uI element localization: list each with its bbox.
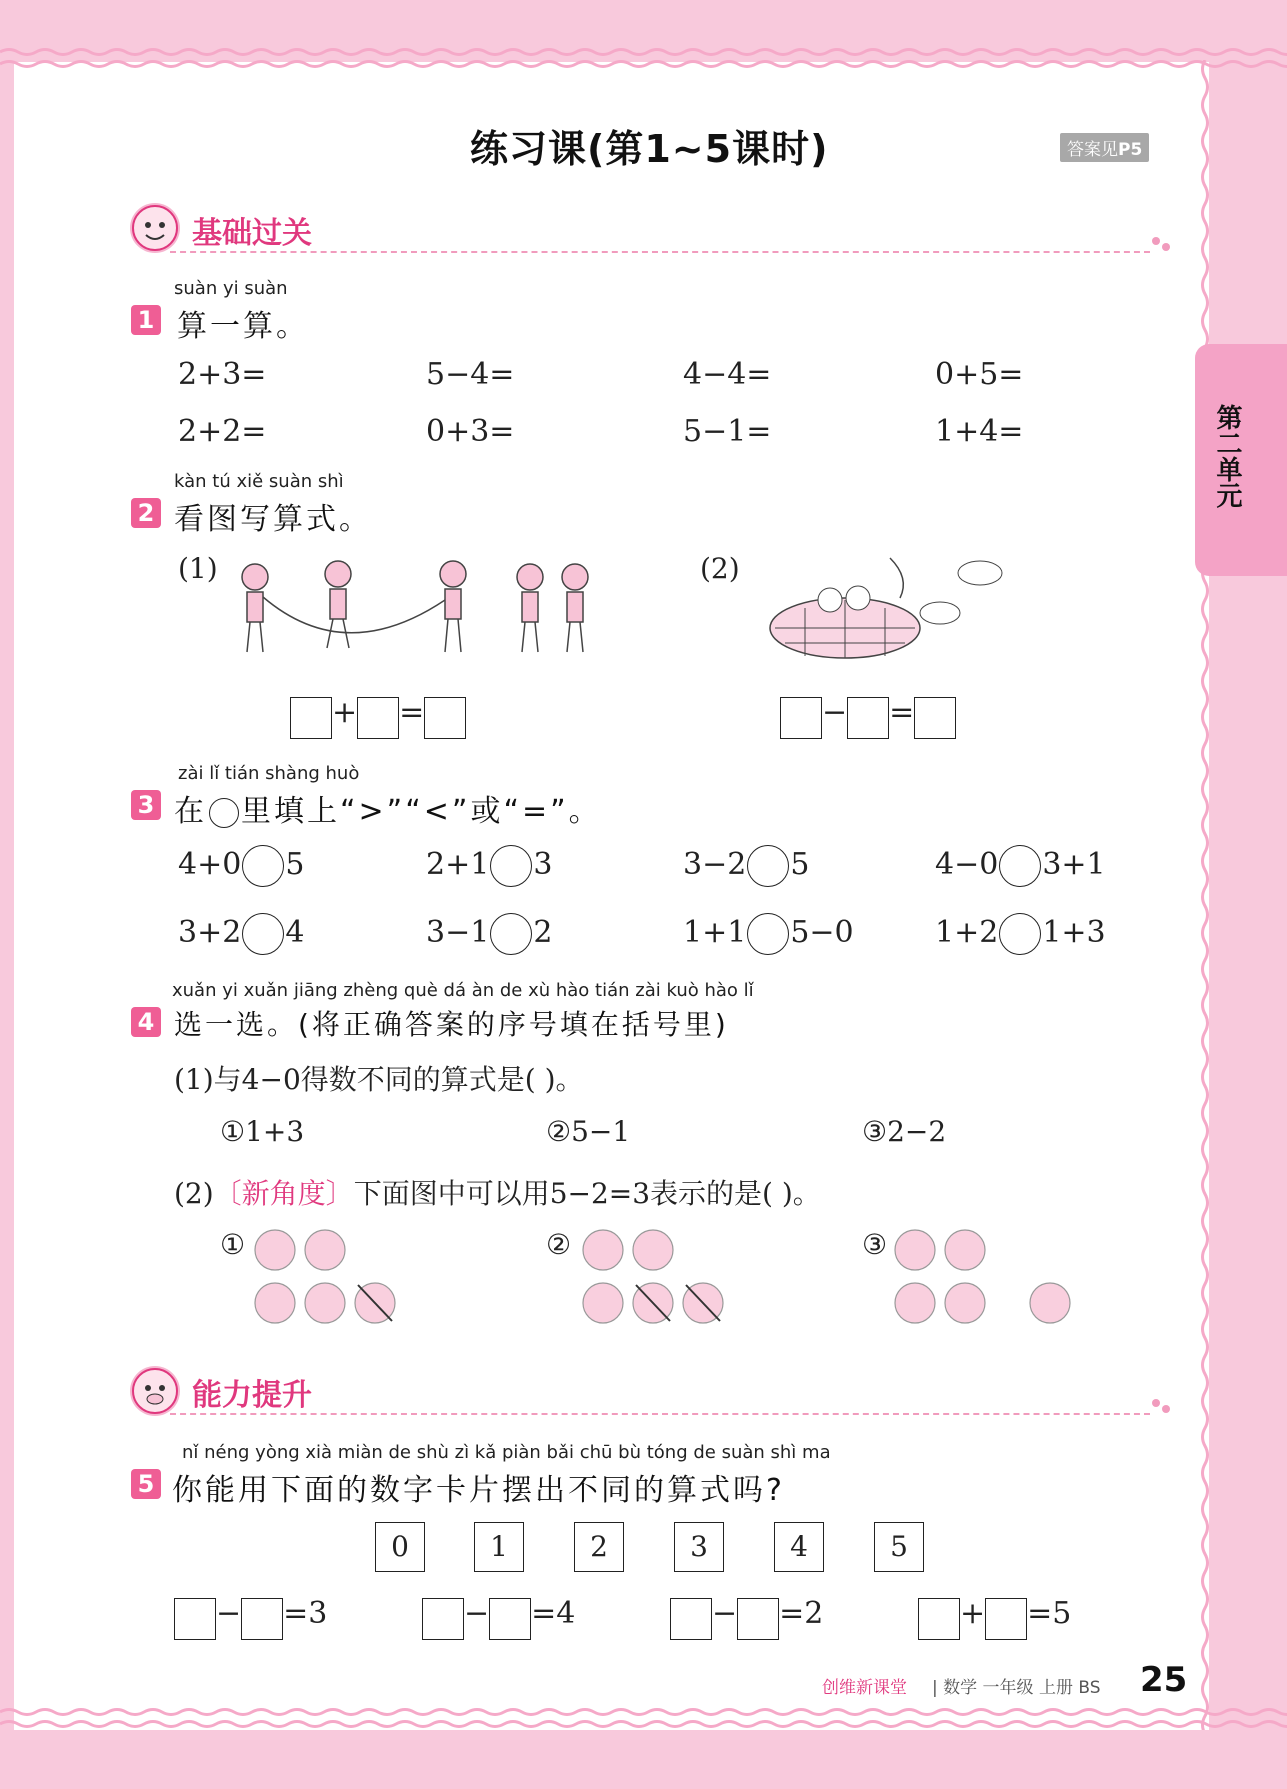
answer-box[interactable]: [422, 1598, 464, 1640]
new-angle-tag: 〔新角度〕: [213, 1177, 354, 1210]
section-dot: [1162, 1405, 1170, 1413]
q2-eq2: [780, 695, 956, 739]
answer-box[interactable]: [489, 1598, 531, 1640]
q5-pinyin: nǐ néng yòng xià miàn de shù zì kǎ piàn bǎi chū bù tóng de suàn shì ma: [182, 1442, 831, 1463]
answer-box[interactable]: [918, 1598, 960, 1640]
q3-compare: 3+2 4: [178, 913, 304, 955]
q5-equation: − =2: [670, 1596, 823, 1640]
answer-box[interactable]: [174, 1598, 216, 1640]
compare-circle[interactable]: [490, 913, 532, 955]
q1-expr: 2+3=: [178, 357, 267, 392]
q1-expr: 5−4=: [426, 357, 515, 392]
equals-sign: =: [399, 695, 425, 730]
peach-group-3-icon: [890, 1225, 1080, 1335]
q4-number: 4: [131, 1007, 161, 1037]
q3-compare: 3−2 5: [683, 845, 809, 887]
q4-option[interactable]: ③2−2: [862, 1115, 947, 1148]
q1-expr: 0+5=: [935, 357, 1024, 392]
children-jump-rope-illustration: [235, 552, 605, 662]
q4-option[interactable]: ②5−1: [546, 1115, 631, 1148]
q3-pinyin: zài lǐ tián shàng huò: [178, 763, 360, 784]
footer-subject: | 数学 一年级 上册 BS: [932, 1678, 1101, 1698]
q1-number: 1: [131, 305, 161, 335]
q2-part2-label: (2): [700, 552, 740, 585]
section-dot: [1152, 237, 1160, 245]
q4-title: 选一选。(将正确答案的序号填在括号里): [174, 1008, 729, 1041]
q4-sub2: (2)〔新角度〕下面图中可以用5−2=3表示的是( )。: [174, 1177, 821, 1210]
section-divider: [170, 1413, 1150, 1415]
number-card[interactable]: 5: [874, 1522, 924, 1572]
answer-box[interactable]: [914, 697, 956, 739]
peach-group-2-icon: [578, 1225, 738, 1335]
q2-pinyin: kàn tú xiě suàn shì: [174, 471, 344, 492]
q2-title: 看图写算式。: [174, 502, 372, 537]
top-wave-border: [0, 40, 1287, 80]
answer-box[interactable]: [290, 697, 332, 739]
answer-box[interactable]: [737, 1598, 779, 1640]
right-wave-border: [1190, 60, 1220, 1730]
q1-title: 算一算。: [177, 309, 309, 344]
answer-box[interactable]: [241, 1598, 283, 1640]
plus-sign: +: [332, 695, 358, 730]
answer-box[interactable]: [424, 697, 466, 739]
q2-part1-label: (1): [178, 552, 218, 585]
section-dot: [1162, 243, 1170, 251]
q5-number: 5: [131, 1469, 161, 1499]
answer-reference-badge: 答案见P5: [1060, 133, 1149, 162]
compare-circle[interactable]: [747, 845, 789, 887]
number-card[interactable]: 3: [674, 1522, 724, 1572]
q5-equation: − =3: [174, 1596, 327, 1640]
q3-compare: 1+1 5−0: [683, 913, 854, 955]
cartoon-monkey-icon: [130, 1366, 180, 1416]
page-number: 25: [1140, 1660, 1188, 1700]
compare-circle[interactable]: [242, 913, 284, 955]
q2-eq1: [290, 695, 466, 739]
page-title: 练习课(第1~5课时): [470, 127, 829, 171]
bird-nest-illustration: [760, 548, 1020, 678]
q1-expr: 1+4=: [935, 414, 1024, 449]
compare-circle[interactable]: [999, 845, 1041, 887]
section-dot: [1152, 1399, 1160, 1407]
q3-compare: 4+0 5: [178, 845, 304, 887]
footer-brand: 创维新课堂: [822, 1678, 907, 1698]
number-card[interactable]: 2: [574, 1522, 624, 1572]
answer-box[interactable]: [780, 697, 822, 739]
q3-compare: 3−1 2: [426, 913, 552, 955]
number-card[interactable]: 0: [375, 1522, 425, 1572]
cartoon-face-icon: [130, 203, 180, 253]
compare-circle[interactable]: [490, 845, 532, 887]
q3-compare: 2+1 3: [426, 845, 552, 887]
q3-compare: 4−0 3+1: [935, 845, 1106, 887]
q4-sub1: (1)与4−0得数不同的算式是( )。: [174, 1063, 584, 1096]
q3-compare: 1+2 1+3: [935, 913, 1106, 955]
section-title-advanced: 能力提升: [192, 1378, 312, 1413]
answer-box[interactable]: [985, 1598, 1027, 1640]
answer-box[interactable]: [357, 697, 399, 739]
compare-circle[interactable]: [242, 845, 284, 887]
q5-equation: + =5: [918, 1596, 1071, 1640]
q1-expr: 5−1=: [683, 414, 772, 449]
q1-expr: 4−4=: [683, 357, 772, 392]
q4-option[interactable]: ①1+3: [220, 1115, 305, 1148]
compare-circle[interactable]: [747, 913, 789, 955]
circle-symbol: [209, 798, 239, 828]
section-title-basic: 基础过关: [192, 216, 312, 251]
bottom-wave-border: [0, 1700, 1287, 1740]
q3-title: 在 里填上“>”“<”或“=”。: [174, 794, 602, 829]
q4-pic-option[interactable]: ②: [546, 1228, 572, 1261]
q3-number: 3: [131, 790, 161, 820]
q5-equation: − =4: [422, 1596, 575, 1640]
q1-expr: 2+2=: [178, 414, 267, 449]
equals-sign: =: [889, 695, 915, 730]
q2-number: 2: [131, 498, 161, 528]
unit-side-label: 第二单元: [1212, 404, 1242, 508]
number-card[interactable]: 4: [774, 1522, 824, 1572]
answer-box[interactable]: [670, 1598, 712, 1640]
minus-sign: −: [822, 695, 848, 730]
q4-pic-option[interactable]: ③: [862, 1228, 888, 1261]
peach-group-1-icon: [250, 1225, 410, 1335]
q5-title: 你能用下面的数字卡片摆出不同的算式吗?: [172, 1473, 785, 1508]
q1-pinyin: suàn yi suàn: [174, 278, 288, 299]
compare-circle[interactable]: [999, 913, 1041, 955]
section-divider: [170, 251, 1150, 253]
q4-pic-option[interactable]: ①: [220, 1228, 246, 1261]
number-card[interactable]: 1: [474, 1522, 524, 1572]
q4-pinyin: xuǎn yi xuǎn jiāng zhèng què dá àn de xù hào tián zài kuò hào lǐ: [172, 980, 754, 1001]
q1-expr: 0+3=: [426, 414, 515, 449]
answer-box[interactable]: [847, 697, 889, 739]
